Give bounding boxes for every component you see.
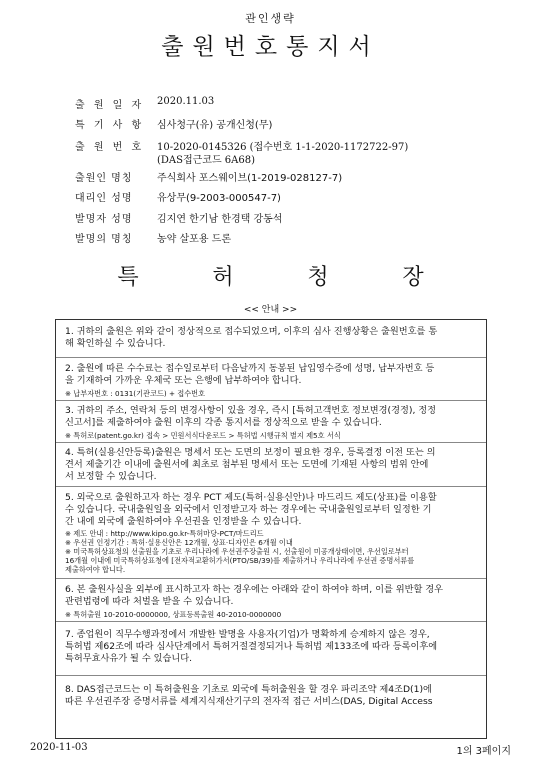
seal-omitted-label: 관인생략 <box>245 12 296 25</box>
field-agent <box>75 189 281 204</box>
field-filing-date <box>75 96 215 111</box>
field-value: 유상무(9-2003-000547-7) <box>157 193 281 204</box>
notice-line: 간 내에 외국에 출원하여야 우선권을 인정받을 수 있습니다. <box>65 516 302 527</box>
field-value: 주식회사 포스웨이브(1-2019-028127-7) <box>157 173 343 184</box>
divider <box>56 442 486 443</box>
note-line: ※ 우선권 인정기간 : 특허·실용신안은 12개월, 상표·디자인은 6개월 이내 <box>65 538 293 547</box>
notice-line: 특허법 제62조에 따라 심사단계에서 특허거절결정되거나 특허법 제133조에 따라 등록이후에 <box>65 641 438 652</box>
notice-line: 관련법령에 따라 처벌을 받을 수 있습니다. <box>65 596 234 607</box>
note-line: 제출하여야 합니다. <box>65 565 126 574</box>
divider <box>56 400 486 401</box>
field-label: 출원인 명칭 <box>75 173 133 184</box>
footer-page-number: 1의 3페이지 <box>456 746 511 757</box>
field-value: 2020.11.03 <box>157 96 215 107</box>
notice-7 <box>65 629 477 665</box>
notice-5 <box>65 492 477 528</box>
notice-line: 특허무효사유가 될 수 있습니다. <box>65 653 193 664</box>
divider <box>56 675 486 676</box>
notice-2 <box>65 363 477 387</box>
notice-box <box>55 319 487 739</box>
notice-1 <box>65 326 477 350</box>
notice-2-note: ※ 납부자번호 : 0131(기관코드) + 접수번호 <box>65 389 206 398</box>
office-char: 청 <box>307 265 329 290</box>
notice-line: 해 확인하실 수 있습니다. <box>65 338 166 349</box>
field-value: 10-2020-0145326 (접수번호 1-1-2020-1172722-97) <box>157 142 409 153</box>
office-char: 허 <box>212 265 234 290</box>
office-head-title <box>0 260 541 291</box>
divider <box>56 621 486 622</box>
notice-4 <box>65 447 477 483</box>
notice-line: 2. 출원에 따른 수수료는 접수일로부터 다음날까지 동봉된 납입영수증에 성명, 납부자번호 등 <box>65 363 435 374</box>
notice-line: 견서 제출기간 이내에 출원서에 최초로 첨부된 명세서 또는 도면에 기재된 사항의 범위 안에 <box>65 459 429 470</box>
notice-line: 7. 종업원이 직무수행과정에서 개발한 발명을 사용자(기업)가 명확하게 승계하지 않은 경우, <box>65 629 430 640</box>
notice-line: 을 기재하여 가까운 우체국 또는 은행에 납부하여야 합니다. <box>65 375 302 386</box>
guide-heading: << 안내 >> <box>243 305 298 315</box>
note-line: ※ 제도 안내 : http://www.kipo.go.kr-특허마당-PCT/마드리드 <box>65 529 264 538</box>
field-label: 출 원 번 호 <box>75 142 145 153</box>
field-label: 발명의 명칭 <box>75 234 133 245</box>
notice-line: 5. 외국으로 출원하고자 하는 경우 PCT 제도(특허·실용신안)나 마드리드 제도(상표)를 이용할 <box>65 492 437 503</box>
document-title: 출원번호통지서 <box>161 34 380 60</box>
notice-line: 서 보정할 수 있습니다. <box>65 471 157 482</box>
notice-line: 신고서]를 제출하여야 출원 이후의 각종 통지서를 정상적으로 받을 수 있습니다. <box>65 417 382 428</box>
divider <box>56 357 486 358</box>
field-value: 김지연 한기남 한경택 강동석 <box>157 214 283 225</box>
field-invention-title <box>75 230 231 245</box>
field-value-das-code: (DAS접근코드 6A68) <box>157 155 256 166</box>
field-special-notes <box>75 116 273 131</box>
field-value: 농약 살포용 드론 <box>157 234 231 245</box>
footer-date: 2020-11-03 <box>30 742 88 753</box>
field-label: 출 원 일 자 <box>75 100 145 111</box>
notice-6 <box>65 584 477 608</box>
notice-line: 8. DAS접근코드는 이 특허출원을 기초로 외국에 특허출원을 할 경우 파리조약 제4조D(1)에 <box>65 684 432 695</box>
notice-line: 6. 본 출원사실을 외부에 표시하고자 하는 경우에는 아래와 같이 하여야 하며, 이를 위반할 경우 <box>65 584 444 595</box>
note-line: 16개월 이내에 미국특허상표청에 [전자적교환허가서(PTO/SB/39)를 제출하거나 우리나라에 우선권 증명서류를 <box>65 556 415 565</box>
office-char: 장 <box>402 265 424 290</box>
notice-line: 1. 귀하의 출원은 위와 같이 정상적으로 접수되었으며, 이후의 심사 진행상황은 출원번호를 통 <box>65 326 438 337</box>
notice-3 <box>65 405 477 429</box>
notice-line: 수 있습니다. 국내출원일을 외국에서 인정받고자 하는 경우에는 국내출원일로부터 일정한 기 <box>65 504 432 515</box>
notice-5-notes <box>65 529 480 574</box>
field-applicant <box>75 169 343 184</box>
field-value: 심사청구(유) 공개신청(무) <box>157 120 273 131</box>
notice-3-note: ※ 특허로(patent.go.kr) 접속 > 민원서식다운로드 > 특허법 시행규칙 별지 제5호 서식 <box>65 431 341 440</box>
divider <box>56 578 486 579</box>
divider <box>56 486 486 487</box>
notice-line: 따른 우선권주장 증명서류를 세계지식재산기구의 전자적 접근 서비스(DAS, Digital Access <box>65 696 433 707</box>
field-label: 특 기 사 항 <box>75 120 145 131</box>
notice-8 <box>65 684 477 708</box>
notice-6-note: ※ 특허출원 10-2010-0000000, 상표등록출원 40-2010-0000000 <box>65 610 282 619</box>
notice-line: 4. 특허(실용신안등록)출원은 명세서 또는 도면의 보정이 필요한 경우, 등록결정 이전 또는 의 <box>65 447 436 458</box>
field-application-number <box>75 138 409 166</box>
field-inventors <box>75 210 283 225</box>
field-label: 대리인 성명 <box>75 193 133 204</box>
office-char: 특 <box>117 265 139 290</box>
note-line: ※ 미국특허상표청의 선출원을 기초로 우리나라에 우선권주장출원 시, 선출원이 미공개상태이면, 우선일로부터 <box>65 547 409 556</box>
notice-line: 3. 귀하의 주소, 연락처 등의 변경사항이 있을 경우, 즉시 [특허고객번호 정보변경(경정), 정정 <box>65 405 437 416</box>
field-label: 발명자 성명 <box>75 214 133 225</box>
